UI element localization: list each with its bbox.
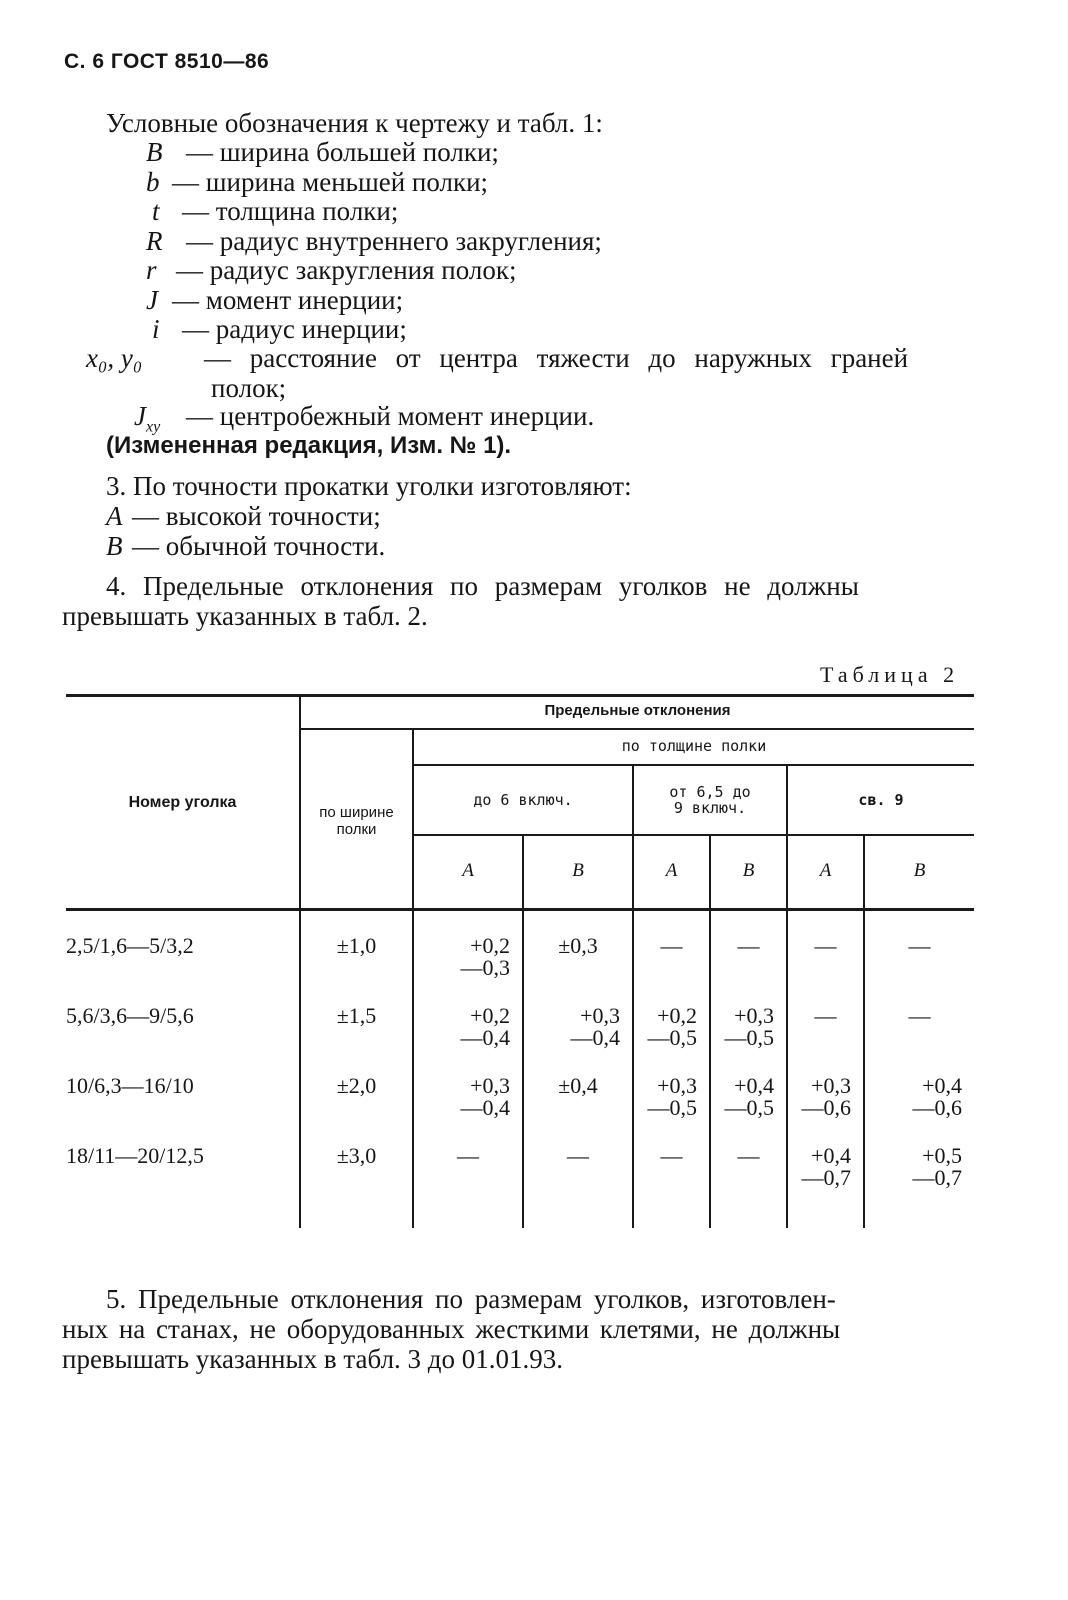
head-group-2 (634, 784, 786, 816)
cell-value-lower: —0,5 (724, 1095, 774, 1120)
legend-symbol: i (152, 314, 160, 344)
legend-text: — центробежный момент инерции. (186, 401, 595, 431)
cell-value-upper: +0,5 (922, 1143, 962, 1168)
cell-width: ±3,0 (336, 1143, 377, 1168)
legend-text: — радиус инерции; (182, 314, 407, 344)
head-thickness: по толщине полки (621, 737, 767, 755)
legend-intro: Условные обозначения к чертежу и табл. 1: (106, 108, 603, 138)
legend-text: — момент инерции; (172, 284, 404, 315)
rule-thickness (414, 764, 974, 766)
cell-value-lower: —0,4 (460, 1025, 510, 1050)
cell-value-upper: — (737, 1143, 760, 1168)
head-width-line2: полки (336, 821, 377, 838)
head-group-2-line1: от 6,5 до (669, 783, 751, 801)
head-group-2-line2: 9 включ. (673, 799, 747, 817)
head-deviations: Предельные отклонения (544, 702, 731, 719)
head-group-3: св. 9 (858, 791, 904, 809)
para3-symbol-a: A (106, 501, 123, 531)
legend-text: — ширина меньшей полки; (172, 166, 489, 197)
cell-value-lower: —0,5 (724, 1025, 774, 1050)
cell-value-lower: —0,6 (912, 1095, 962, 1120)
legend-symbol: J (146, 284, 158, 315)
legend-symbol: $J_{xy}$ (134, 401, 161, 436)
cell-value-lower: —0,7 (801, 1165, 851, 1190)
para4-line1: 4. Предельные отклонения по размерам уголков не должны (106, 571, 859, 601)
table-head-rule (66, 908, 974, 911)
head-sub-b3: B (913, 860, 926, 881)
legend-text: — расстояние от центра тяжести до наружных граней (204, 343, 909, 373)
cell-value-upper: ±0,4 (558, 1073, 598, 1098)
legend-symbol: b (146, 166, 160, 197)
cell-value-upper: +0,2 (657, 1003, 697, 1028)
cell-value-upper: +0,3 (470, 1073, 510, 1098)
head-width (301, 804, 412, 838)
page-header: С. 6 ГОСТ 8510—86 (64, 50, 270, 73)
head-sub-b1: B (572, 860, 584, 881)
cell-value-upper: — (814, 933, 837, 958)
cell-value-upper: — (660, 933, 683, 958)
cell-value-upper: — (908, 1003, 931, 1028)
legend-text: — радиус закругления полок; (176, 255, 517, 285)
rule-deviations (301, 728, 974, 730)
legend-text-cont: полок; (211, 373, 287, 403)
para4-line2: превышать указанных в табл. 2. (62, 601, 428, 631)
cell-value-upper: ±0,3 (558, 933, 598, 958)
para3-text-b: — обычной точности. (132, 531, 386, 561)
cell-value-upper: — (814, 1003, 837, 1028)
cell-value-upper: +0,4 (811, 1143, 851, 1168)
cell-number: 2,5/1,6—5/3,2 (66, 933, 194, 958)
cell-value-lower: —0,5 (647, 1095, 697, 1120)
legend-symbol: r (146, 255, 157, 285)
head-width-line1: по ширине (319, 804, 394, 821)
cell-value-lower: —0,7 (912, 1165, 962, 1190)
table-top-rule (66, 694, 974, 697)
table-caption: Таблица 2 (820, 662, 960, 687)
cell-value-upper: — (567, 1143, 589, 1168)
para3-symbol-b: B (106, 531, 123, 561)
legend-symbol: B (146, 137, 163, 167)
deviation-table (66, 690, 974, 1250)
cell-value-lower: —0,3 (460, 955, 510, 980)
legend-text: — радиус внутреннего закругления; (186, 225, 602, 256)
change-note: (Измененная редакция, Изм. № 1). (106, 432, 512, 459)
cell-number: 18/11—20/12,5 (66, 1143, 204, 1168)
cell-value-upper: +0,3 (580, 1003, 620, 1028)
cell-value-upper: — (660, 1143, 683, 1168)
cell-value-upper: +0,2 (470, 933, 510, 958)
head-sub-a1: A (462, 860, 474, 881)
legend-text: — ширина большей полки; (186, 137, 499, 167)
cell-number: 10/6,3—16/10 (66, 1073, 194, 1098)
legend-text: — толщина полки; (182, 196, 399, 226)
cell-value-upper: +0,4 (922, 1073, 962, 1098)
head-group-1: до 6 включ. (473, 791, 573, 809)
cell-value-upper: +0,4 (734, 1073, 774, 1098)
head-sub-a3: A (819, 860, 832, 881)
legend-symbol: R (146, 225, 163, 256)
cell-value-upper: +0,3 (657, 1073, 697, 1098)
cell-value-upper: +0,3 (734, 1003, 774, 1028)
cell-value-upper: — (737, 933, 760, 958)
legend-symbol: t (152, 196, 160, 226)
head-sub-b2: B (742, 860, 755, 881)
para3-text-a: — высокой точности; (132, 501, 381, 531)
cell-value-upper: +0,3 (811, 1073, 851, 1098)
legend-symbol: x₀, y₀ (86, 343, 143, 373)
head-sub-a2: A (665, 860, 678, 881)
cell-value-lower: —0,6 (801, 1095, 851, 1120)
para5-line1: 5. Предельные отклонения по размерам уголков, изготовлен- (106, 1284, 836, 1314)
cell-width: ±1,5 (336, 1003, 377, 1028)
cell-width: ±1,0 (336, 933, 377, 958)
rule-groups (414, 834, 974, 836)
cell-value-lower: —0,4 (570, 1025, 620, 1050)
head-number: Номер уголка (128, 794, 237, 811)
cell-value-upper: +0,2 (470, 1003, 510, 1028)
para5-line3: превышать указанных в табл. 3 до 01.01.93. (62, 1344, 564, 1374)
cell-number: 5,6/3,6—9/5,6 (66, 1003, 194, 1028)
para3-line1: 3. По точности прокатки уголки изготовляют: (106, 471, 632, 501)
cell-value-upper: — (457, 1143, 479, 1168)
para5-line2: ных на станах, не оборудованных жесткими клетями, не должны (62, 1314, 841, 1344)
cell-value-lower: —0,4 (460, 1095, 510, 1120)
cell-value-upper: — (908, 933, 931, 958)
cell-value-lower: —0,5 (647, 1025, 697, 1050)
cell-width: ±2,0 (336, 1073, 377, 1098)
